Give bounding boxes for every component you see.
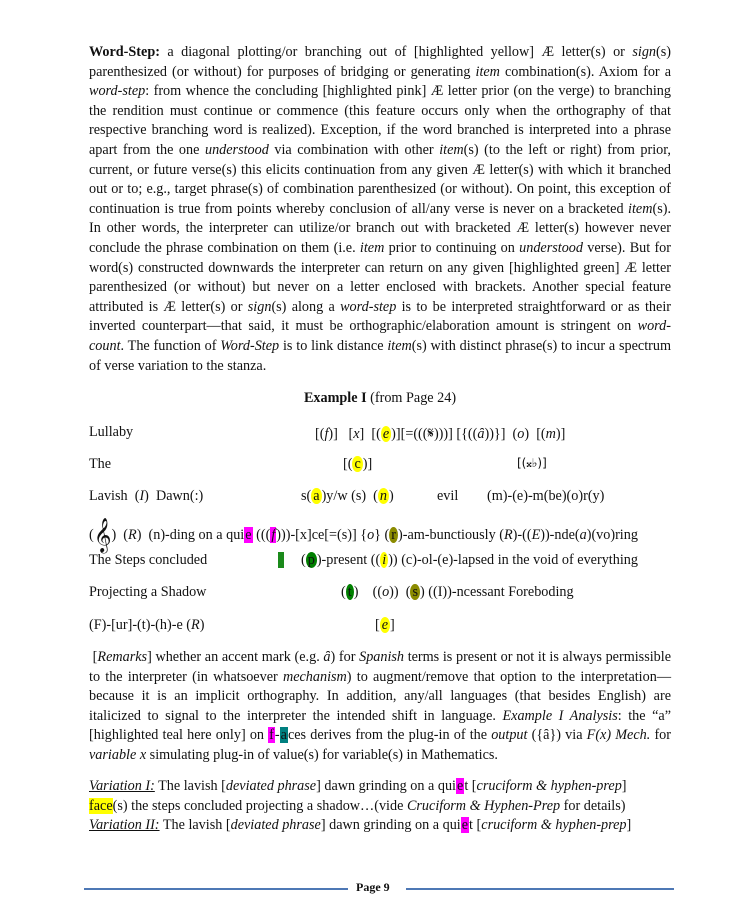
highlight-teal: a	[280, 727, 287, 744]
highlight-green: r	[391, 527, 396, 543]
example-row-steps	[89, 552, 671, 572]
example-row-projecting	[89, 584, 671, 604]
word-step-definition: Word-Step: a diagonal plotting/or branching out of [highlighted yellow] Æ letter(s) or sign(s) parenthesized (or without) for purposes of bridging or generating item combination(s). Axiom for a word-step: from whence the concluding [highlighted pink] Æ letter prior (on the verge) to branching the rendition must continue or commence (this feature occurs only when the orthography of that respective branching word is realized). Exception, if the word branched is interpreted into a phrase apart from the one understood via combination with other item(s) (to the left or right) from prior, current, or future verse(s) this elicits continuation from any given Æ letter(s) with which it branched out or to; e.g., target phrase(s) of combination parenthesized (or without). On point, this exception of continuation is true from points whereby conclusion of all/any verse is never on a bracketed item(s). In other words, the interpreter can utilize/or branch out with bracketed Æ letter(s) however never conclude the phrase combination on them (i.e. item prior to continuing on understood verse). But for word(s) constructed downwards the interpreter can return on any given [highlighted green] Æ letter parenthesized (or without) but never on a letter enclosed with brackets. Another special feature attributed is Æ letter(s) or sign(s) along a word-step is to be interpreted straightforward or as their inverted counterpart—that said, it must be orthographic/elaboration amount is stringent on word-count. The function of Word-Step is to link distance item(s) with distinct phrase(s) to incur a spectrum of verse variation to the stanza.	[89, 44, 671, 374]
example-row-clef	[89, 518, 671, 553]
row-label: Lavish (I) Dawn(:)	[89, 488, 204, 504]
row-label: (F)-[ur]-(t)-(h)-e (R)	[89, 617, 205, 633]
highlight-yellow: i	[382, 552, 387, 568]
row-notation-2: [(𝄪♭)]	[517, 456, 547, 470]
highlight-pink: e	[457, 778, 464, 794]
row-label: The Steps concluded	[89, 552, 208, 568]
highlight-yellow: face	[89, 797, 113, 814]
highlight-pink: e	[461, 817, 469, 834]
variation-2-label: Variation II:	[89, 817, 160, 834]
highlight-pink: f	[271, 527, 276, 543]
example-row-the	[89, 456, 671, 476]
highlight-yellow: e	[382, 426, 390, 442]
row-notation: (𝄞) (R) (n)-ding on a quie (((f)))-[x]ce[=(s)] {o} ( r )-am-bunctiously (R)-((E))-nde(a)(vo)ring	[89, 518, 638, 553]
highlight-green: t	[347, 584, 352, 600]
footer-rule-right	[406, 888, 674, 890]
treble-clef-icon: 𝄞	[93, 518, 112, 553]
highlight-yellow: e	[381, 617, 389, 633]
variation-1-label: Variation I:	[89, 778, 155, 794]
green-marker	[278, 552, 284, 570]
remarks-paragraph: [Remarks] whether an accent mark (e.g. ȃ) for Spanish terms is present or not it is always permissible to the interpreter (in whatsoever mechanism) to augment/remove that option to the interpretation—because it is an implicit orthography. In addition, any/all languages (that besides English) are italicized to signal to the interpreter the intended shift in language. Example I Analysis: the “a” [highlighted teal here only] on f-aces derives from the plug-in of the output ({ȃ}) via F(x) Mech. for variable x simulating plug-in of value(s) for variable(s) in Mathematics.	[89, 649, 672, 763]
row-label: Lullaby	[89, 424, 134, 440]
highlight-yellow: n	[379, 488, 387, 504]
row-label: The	[89, 456, 112, 472]
row-notation: ( p )-present (( i )) (c)-ol-(e)-lapsed in the void of everything	[301, 552, 638, 568]
highlight-pink: f	[269, 727, 274, 744]
example-row-further	[89, 617, 671, 637]
highlight-yellow: c	[354, 456, 361, 472]
row-notation: s( a )y/w (s) ( n )	[301, 488, 394, 504]
example-row-lavish: Lavish (I) Dawn(:) s( a )y/w (s) ( n ) evil (m)-(e)-m(be)(o)r(y)	[89, 488, 605, 504]
page-number: Page 9	[356, 880, 390, 894]
row-label: Projecting a Shadow	[89, 584, 207, 600]
term-heading: Word-Step:	[89, 44, 160, 60]
row-notation: [ e ]	[375, 617, 395, 633]
highlight-pink: e	[245, 527, 252, 543]
highlight-green: p	[307, 552, 315, 568]
example-title: Example I (from Page 24)	[303, 390, 457, 406]
row-notation: [(f)] [x] [( e )][=(((𝄋)))] [{((ȃ))}] (o) [(m)]	[315, 424, 566, 442]
highlight-green: s	[412, 584, 418, 600]
footer-rule-left	[84, 888, 348, 890]
example-row-lullaby	[89, 424, 671, 444]
highlight-yellow: a	[313, 488, 320, 504]
variations-block: Variation I: The lavish [deviated phrase] dawn grinding on a quiet [cruciform & hyphen-prep] face(s) the steps concluded projecting a shadow…(vide Cruciform & Hyphen-Prep for details) Variation II: The lavish [deviated phrase] dawn grinding on a quiet [cruciform & hyphen-prep]	[89, 778, 632, 834]
row-notation: [( c )]	[343, 456, 373, 472]
row-notation: ( t ) ((o)) ( s ) ((I))-ncessant Foreboding	[341, 584, 574, 600]
